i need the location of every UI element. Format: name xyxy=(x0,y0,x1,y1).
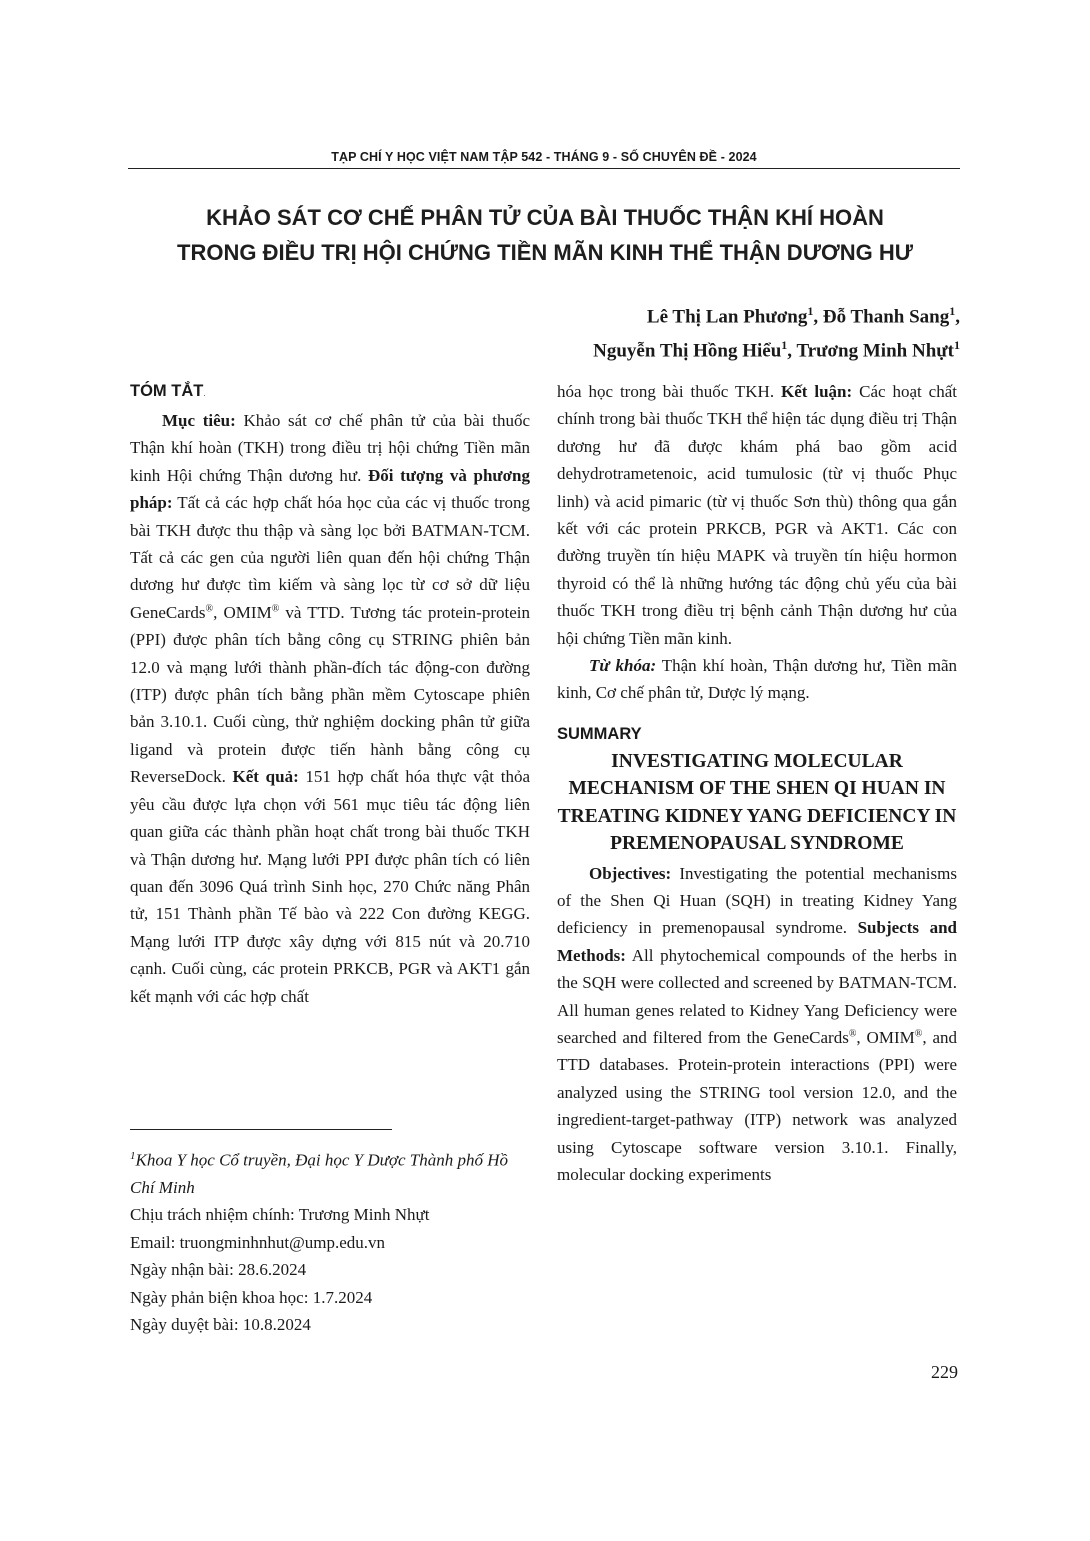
registered-mark: ® xyxy=(205,603,214,615)
abstract-paragraph: Mục tiêu: Khảo sát cơ chế phân tử của bài thuốc Thận khí hoàn (TKH) trong điều trị hội chứng Tiền mãn kinh Hội chứng Thận dương hư. Đối tượng và phương pháp: Tất cả các hợp chất hóa học của các vị thuốc trong bài TKH được thu thập và sàng lọc bởi BATMAN-TCM. Tất cả các gen của người liên quan đến hội chứng Thận dương hư được tìm kiếm và sàng lọc từ cơ sở dữ liệu GeneCards®, OMIM® và TTD. Tương tác protein-protein (PPI) được phân tích bằng công cụ STRING phiên bản 12.0 và mạng lưới thành phần-đích tác động-con đường (ITP) được phân tích bằng phần mềm Cytoscape phiên bản 3.10.1. Cuối cùng, thử nghiệm docking phân tử giữa ligand và protein được tiến hành bằng công cụ ReverseDock. Kết quả: 151 hợp chất hóa thực vật thỏa yêu cầu được lựa chọn với 561 mục tiêu tác động liên quan giữa các thành phần hoạt chất trong bài thuốc TKH và Thận dương hư. Mạng lưới PPI được phân tích có liên quan đến 3096 Quá trình Sinh học, 270 Chức năng Phân tử, 151 Thành phần Tế bào và 222 Con đường KEGG. Mạng lưới ITP được xây dựng với 815 nút và 20.710 cạnh. Cuối cùng, các protein PRKCB, PGR và AKT1 gắn kết mạnh với các hợp chất xyxy=(130,411,531,1006)
author-line-1: Lê Thị Lan Phương$^1$, Đỗ Thanh Sang$^1$, xyxy=(646,304,960,328)
registered-mark: ® xyxy=(914,1028,923,1040)
methods-label: Đối tượng và phương pháp: xyxy=(130,465,530,513)
conclusion-label: Kết luận: xyxy=(781,382,853,401)
methods-label-en: Subjects and Methods: xyxy=(557,918,957,965)
keywords-label: Từ khóa: xyxy=(589,656,657,676)
conclusion-continued xyxy=(557,378,957,652)
page-number: 229 xyxy=(931,1362,958,1382)
affiliation-mark: 1 xyxy=(949,304,956,318)
author-line-2: Nguyễn Thị Hồng Hiểu$^1$, Trương Minh Nhựt$^1$ xyxy=(593,338,960,362)
results-text: 151 hợp chất hóa thực vật thỏa yêu cầu được lựa chọn với 561 mục tiêu tác động liên quan giữa các thành phần hoạt chất trong bài thuốc TKH và Thận dương hư. Mạng lưới PPI được phân tích có liên quan đến 3096 Quá trình Sinh học, 270 Chức năng Phân tử, 151 Thành phần Tế bào và 222 Con đường KEGG. Mạng lưới ITP được xây dựng với 815 nút và 20.710 cạnh. Cuối cùng, các protein PRKCB, PGR và AKT1 gắn kết mạnh với các hợp chất xyxy=(130,767,531,1006)
summary-heading: SUMMARY xyxy=(557,724,642,743)
affiliation-mark: 1 xyxy=(781,338,788,353)
email: Email: truongminhnhut@ump.edu.vn xyxy=(130,1232,386,1252)
author-name: Lê Thị Lan Phương xyxy=(646,306,808,328)
abstract-heading: TÓM TẮT. xyxy=(130,382,206,400)
keywords xyxy=(557,652,957,707)
title-line-2: TRONG ĐIỀU TRỊ HỘI CHỨNG TIỀN MÃN KINH THỂ THẬN DƯƠNG HƯ xyxy=(177,240,913,265)
footnote-divider xyxy=(130,1129,392,1130)
results-label: Kết quả: xyxy=(232,767,299,787)
results-text-continued: hóa học trong bài thuốc TKH. xyxy=(557,382,781,401)
author-list xyxy=(593,297,960,366)
date-accepted: Ngày duyệt bài: 10.8.2024 xyxy=(130,1315,311,1335)
journal-header: TẠP CHÍ Y HỌC VIỆT NAM TẬP 542 - THÁNG 9 - SỐ CHUYÊN ĐỀ - 2024 xyxy=(331,150,757,164)
right-column xyxy=(557,378,957,1188)
header-divider xyxy=(128,168,960,169)
objectives-text: Investigating the potential mechanisms of the Shen Qi Huan (SQH) in treating Kidney Yang deficiency in premenopausal syndrome. xyxy=(557,863,957,938)
footnote xyxy=(130,1143,530,1339)
objectives-label: Objectives: xyxy=(589,863,672,883)
objective-label: Mục tiêu: xyxy=(162,411,236,430)
registered-mark: ® xyxy=(848,1028,857,1040)
date-reviewed: Ngày phản biện khoa học: 1.7.2024 xyxy=(130,1287,373,1307)
article-title xyxy=(100,200,990,270)
title-line-1: KHẢO SÁT CƠ CHẾ PHÂN TỬ CỦA BÀI THUỐC THẬN KHÍ HOÀN xyxy=(206,205,884,230)
methods-text-en: All phytochemical compounds of the herbs in the SQH were collected and screened by BATMAN-TCM. All human genes related to Kidney Yang Deficiency were searched and filtered from the GeneCards xyxy=(557,945,957,1047)
objective-text: Khảo sát cơ chế phân tử của bài thuốc Thận khí hoàn (TKH) trong điều trị hội chứng Tiền mãn kinh Hội chứng Thận dương hư. xyxy=(130,411,530,485)
summary-paragraph: Objectives: Investigating the potential mechanisms of the Shen Qi Huan (SQH) in treating Kidney Yang deficiency in premenopausal syndrome. Subjects and Methods: All phytochemical compounds of the herbs in the SQH were collected and screened by BATMAN-TCM. All human genes related to Kidney Yang Deficiency were searched and filtered from the GeneCards®, OMIM®, and TTD databases. Protein-protein interactions (PPI) were analyzed using the STRING tool version 12.0, and the ingredient-target-pathway (ITP) network was analyzed using Cytoscape software version 3.10.1. Finally, molecular docking experiments xyxy=(557,863,957,1184)
registered-mark: ® xyxy=(271,603,280,615)
affiliation: $^1$Khoa Y học Cổ truyền, Đại học Y Dược Thành phố Hồ Chí Minh xyxy=(130,1150,509,1198)
conclusion-text: Các hoạt chất chính trong bài thuốc TKH thể hiện tác dụng điều trị Thận dương hư đã được khám phá bao gồm acid dehydrotrametenoic, acid tumulosic (từ vị thuốc Phục linh) và acid pimaric (từ vị thuốc Sơn thù) thông qua gắn kết với các protein PRKCB, PGR và AKT1. Các con đường truyền tín hiệu MAPK và truyền tín hiệu hormon thyroid có thể là những hướng tác động chủ yếu của bài thuốc TKH trong điều trị bệnh cảnh Thận dương hư của hội chứng Tiền mãn kinh. xyxy=(557,382,957,648)
affiliation-mark: 1 xyxy=(954,338,960,353)
author-name: Nguyễn Thị Hồng Hiểu xyxy=(593,340,782,362)
author-name: Trương Minh Nhựt xyxy=(796,340,954,362)
author-name: Đỗ Thanh Sang xyxy=(822,306,950,328)
summary-title: INVESTIGATING MOLECULAR MECHANISM OF THE SHEN QI HUAN IN TREATING KIDNEY YANG DEFICIENCY IN PREMENOPAUSAL SYNDROME xyxy=(557,750,957,855)
affiliation-mark: 1 xyxy=(807,304,814,318)
methods-text: Tất cả các hợp chất hóa học của các vị thuốc trong bài TKH được thu thập và sàng lọc bởi BATMAN-TCM. Tất cả các gen của người liên quan đến hội chứng Thận dương hư được tìm kiếm và sàng lọc từ cơ sở dữ liệu GeneCards xyxy=(130,493,530,622)
abstract-vietnamese xyxy=(130,378,530,1010)
keywords-text: Thận khí hoàn, Thận dương hư, Tiền mãn kinh, Cơ chế phân tử, Dược lý mạng. xyxy=(557,656,958,703)
corresponding-author: Chịu trách nhiệm chính: Trương Minh Nhựt xyxy=(130,1205,430,1225)
date-received: Ngày nhận bài: 28.6.2024 xyxy=(130,1260,307,1280)
